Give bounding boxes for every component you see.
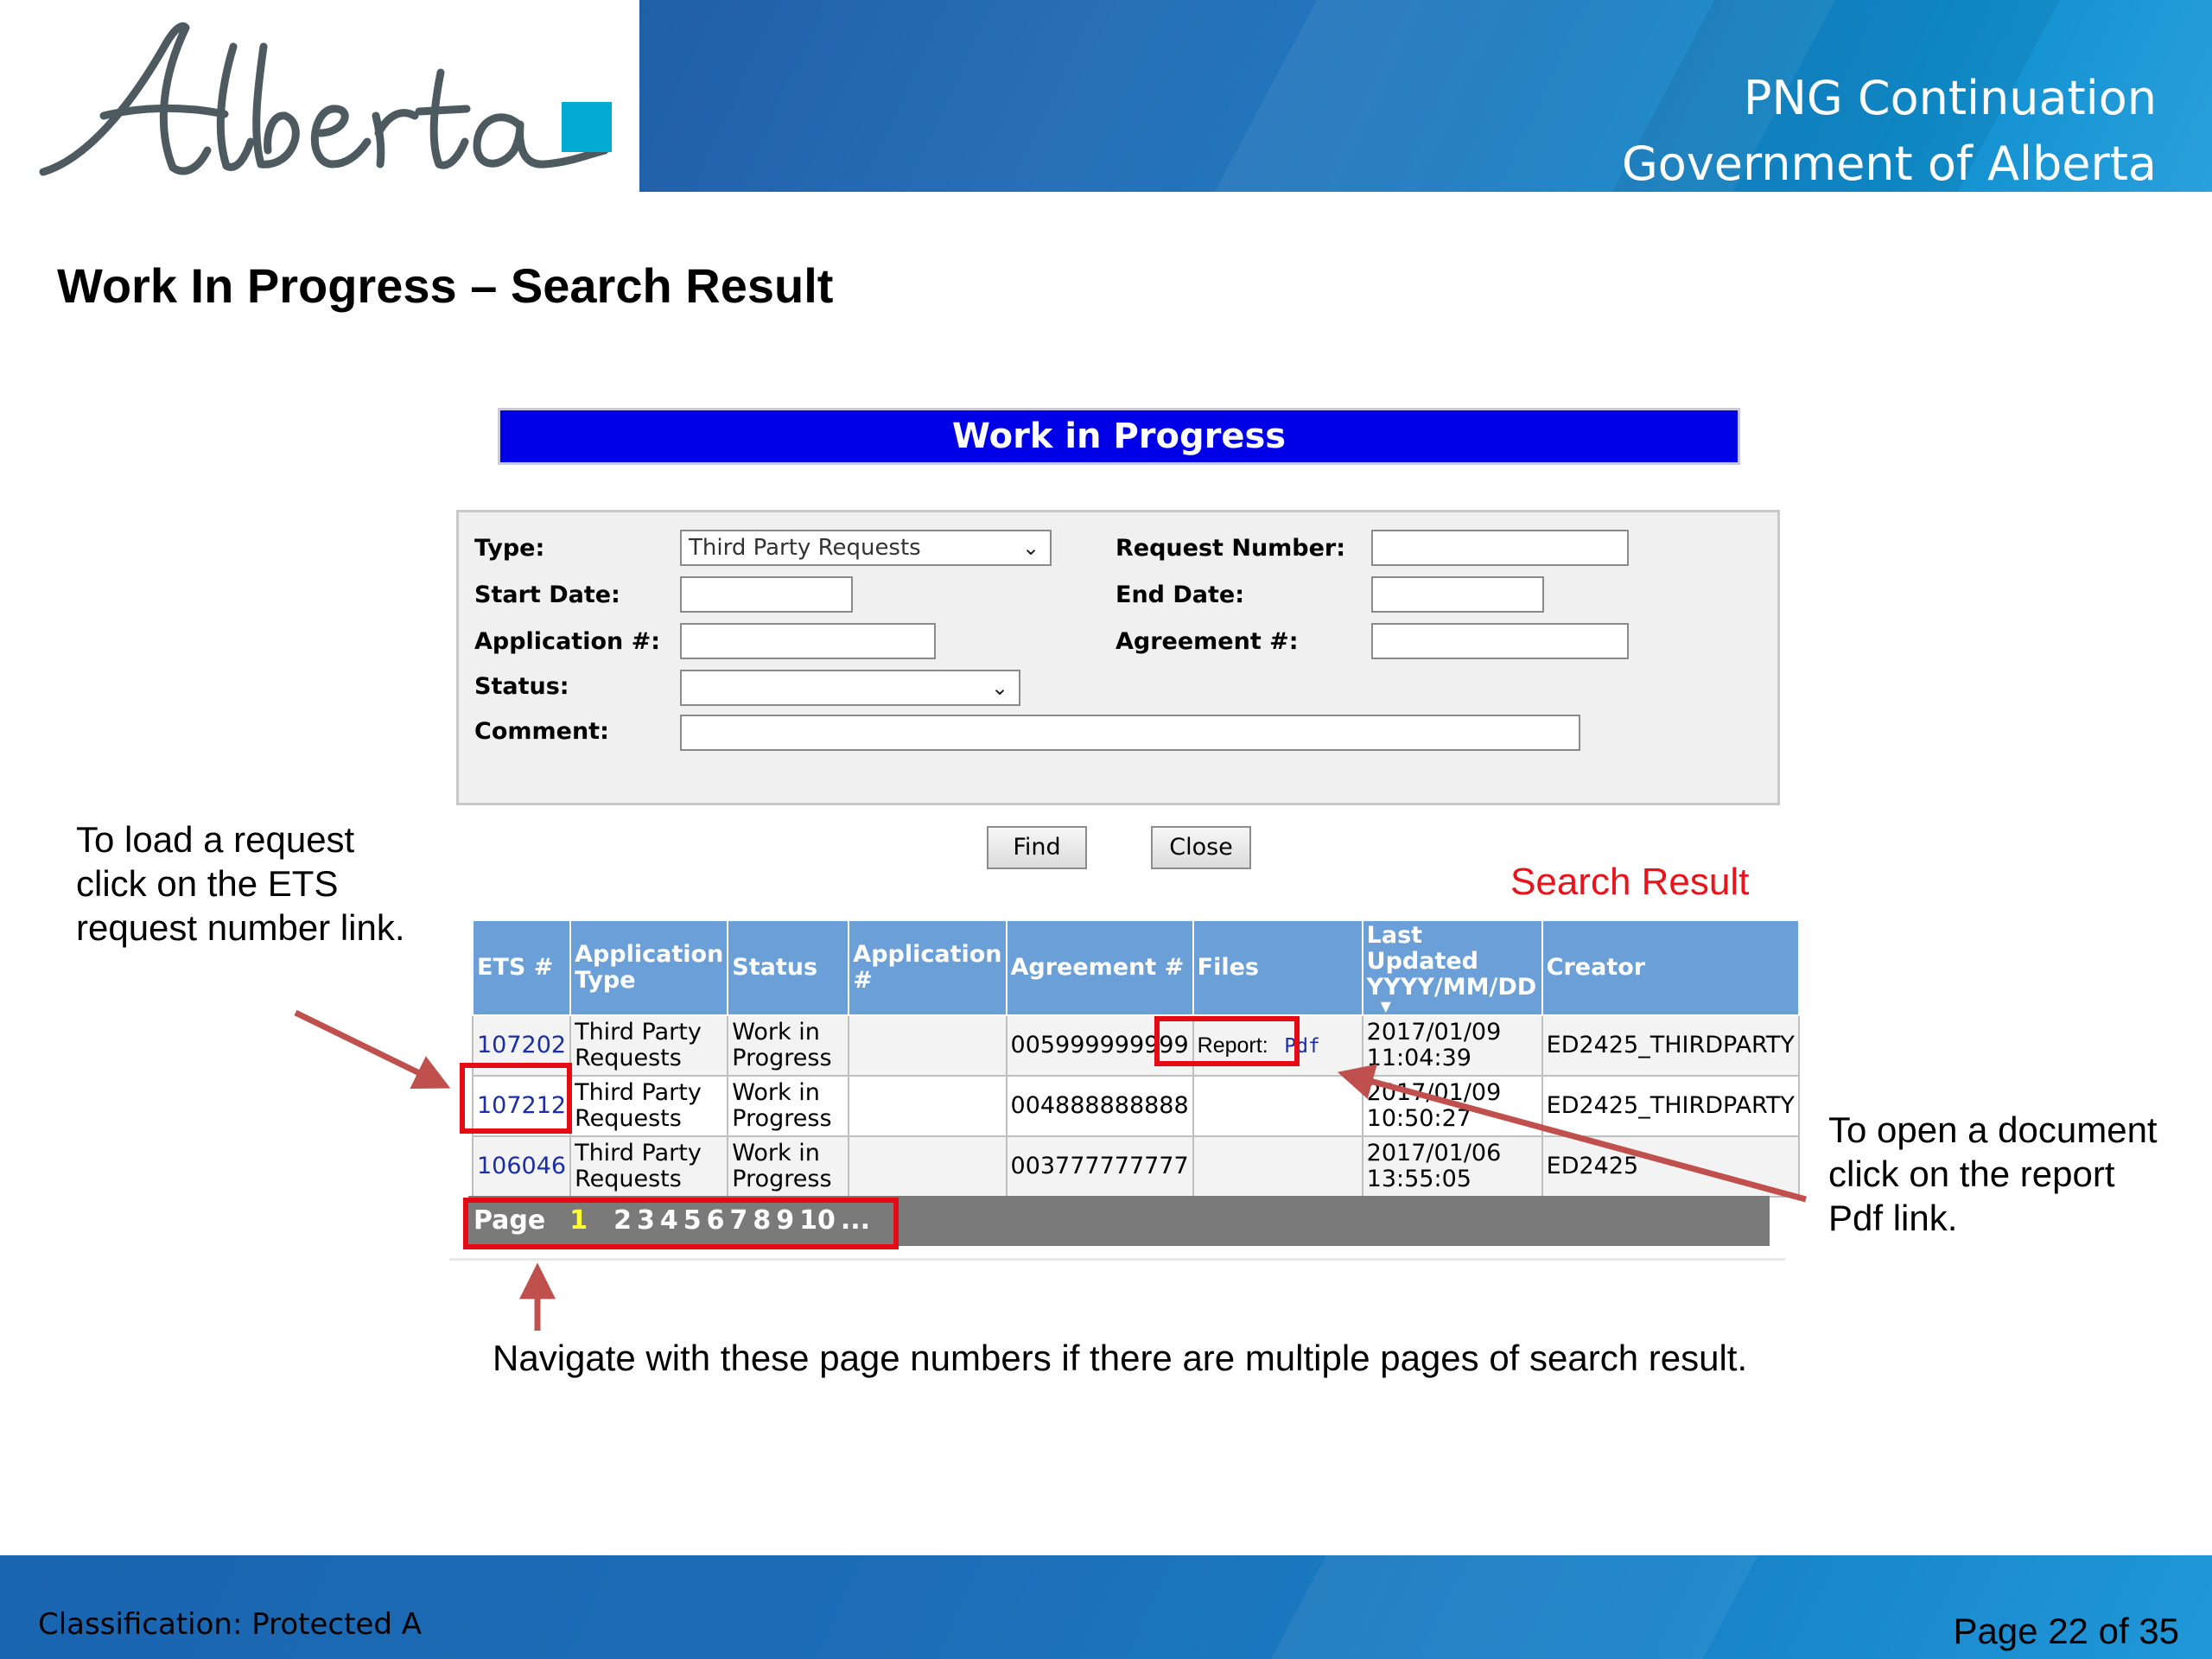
report-pdf-link[interactable]: Pdf bbox=[1284, 1034, 1320, 1058]
column-header-creator[interactable]: Creator bbox=[1542, 920, 1799, 1015]
cell-agreement: 004888888888 bbox=[1007, 1076, 1193, 1136]
cell-creator: ED2425_THIRDPARTY bbox=[1542, 1015, 1799, 1076]
close-button[interactable]: Close bbox=[1151, 826, 1251, 869]
cell-status: Work in Progress bbox=[728, 1015, 849, 1076]
end-date-label: End Date: bbox=[1116, 582, 1245, 608]
sort-desc-icon: ▼ bbox=[1380, 998, 1391, 1014]
ets-link[interactable]: 106046 bbox=[477, 1153, 567, 1179]
page-link[interactable]: 6 bbox=[706, 1205, 725, 1236]
load-request-note-line: To load a request bbox=[76, 819, 355, 860]
page-link[interactable]: 5 bbox=[683, 1205, 702, 1236]
comment-label: Comment: bbox=[474, 718, 609, 745]
cell-application-type: Third Party Requests bbox=[570, 1076, 728, 1136]
page-link[interactable]: 8 bbox=[753, 1205, 772, 1236]
open-document-note-line: click on the report bbox=[1828, 1154, 2115, 1194]
page-number: Page 22 of 35 bbox=[1953, 1611, 2179, 1651]
updated-date: 2017/01/06 bbox=[1366, 1140, 1502, 1166]
column-header-agreement[interactable]: Agreement # bbox=[1007, 920, 1193, 1015]
page-link[interactable]: 4 bbox=[659, 1205, 678, 1236]
slide-title: Work In Progress – Search Result bbox=[57, 258, 834, 313]
open-document-note-line: Pdf link. bbox=[1828, 1198, 1958, 1238]
page-link[interactable]: 3 bbox=[637, 1205, 655, 1236]
page-link[interactable]: 9 bbox=[776, 1205, 795, 1236]
navigate-note: Navigate with these page numbers if there are multiple pages of search result. bbox=[493, 1338, 1748, 1378]
classification-label: Classification: Protected A bbox=[38, 1607, 423, 1642]
arrow-to-ets-link bbox=[296, 1013, 441, 1084]
app-title-bar: Work in Progress bbox=[498, 408, 1740, 465]
cell-creator: ED2425_THIRDPARTY bbox=[1542, 1076, 1799, 1136]
cell-agreement: 005999999999 bbox=[1007, 1015, 1193, 1076]
agreement-label: Agreement #: bbox=[1116, 628, 1299, 655]
application-label: Application #: bbox=[474, 628, 661, 655]
cell-agreement: 003777777777 bbox=[1007, 1136, 1193, 1197]
column-header-application-type[interactable]: Application Type bbox=[570, 920, 728, 1015]
request-number-label: Request Number: bbox=[1116, 535, 1346, 562]
updated-time: 10:50:27 bbox=[1366, 1105, 1471, 1132]
column-header-ets[interactable]: ETS # bbox=[473, 920, 570, 1015]
cell-status: Work in Progress bbox=[728, 1136, 849, 1197]
chevron-down-icon: ⌄ bbox=[990, 676, 1009, 700]
updated-time: 11:04:39 bbox=[1366, 1045, 1471, 1071]
header-line-1: PNG Continuation bbox=[1743, 71, 2157, 125]
cell-status: Work in Progress bbox=[728, 1076, 849, 1136]
load-request-note-line: request number link. bbox=[76, 907, 405, 948]
page-link[interactable]: 10 bbox=[799, 1205, 836, 1236]
find-button[interactable]: Find bbox=[987, 826, 1087, 869]
last-updated-label: Last Updated YYYY/MM/DD bbox=[1366, 922, 1537, 1001]
type-label: Type: bbox=[474, 535, 545, 562]
cell-creator: ED2425 bbox=[1542, 1136, 1799, 1197]
chevron-down-icon: ⌄ bbox=[1021, 536, 1040, 560]
ets-link[interactable]: 107202 bbox=[477, 1032, 567, 1058]
updated-date: 2017/01/09 bbox=[1366, 1019, 1502, 1046]
pager-label: Page bbox=[474, 1205, 546, 1236]
arrow-to-pdf-link bbox=[1348, 1075, 1806, 1199]
load-request-note-line: click on the ETS bbox=[76, 863, 339, 904]
column-header-application[interactable]: Application # bbox=[849, 920, 1006, 1015]
start-date-label: Start Date: bbox=[474, 582, 620, 608]
column-header-status[interactable]: Status bbox=[728, 920, 849, 1015]
cell-application-type: Third Party Requests bbox=[570, 1015, 728, 1076]
updated-date: 2017/01/09 bbox=[1366, 1079, 1502, 1106]
report-label: Report: bbox=[1197, 1033, 1268, 1058]
ets-link[interactable]: 107212 bbox=[477, 1092, 567, 1119]
open-document-note-line: To open a document bbox=[1828, 1109, 2158, 1150]
type-select-value: Third Party Requests bbox=[689, 535, 921, 561]
page-link-more[interactable]: ... bbox=[840, 1205, 871, 1236]
cell-application-type: Third Party Requests bbox=[570, 1136, 728, 1197]
search-result-annotation: Search Result bbox=[1510, 861, 1750, 903]
status-label: Status: bbox=[474, 673, 569, 700]
page-link[interactable]: 7 bbox=[729, 1205, 748, 1236]
page-link[interactable]: 2 bbox=[613, 1205, 632, 1236]
page-current[interactable]: 1 bbox=[569, 1205, 588, 1236]
column-header-files[interactable]: Files bbox=[1193, 920, 1363, 1015]
updated-time: 13:55:05 bbox=[1366, 1166, 1471, 1192]
header-line-2: Government of Alberta bbox=[1621, 137, 2157, 191]
